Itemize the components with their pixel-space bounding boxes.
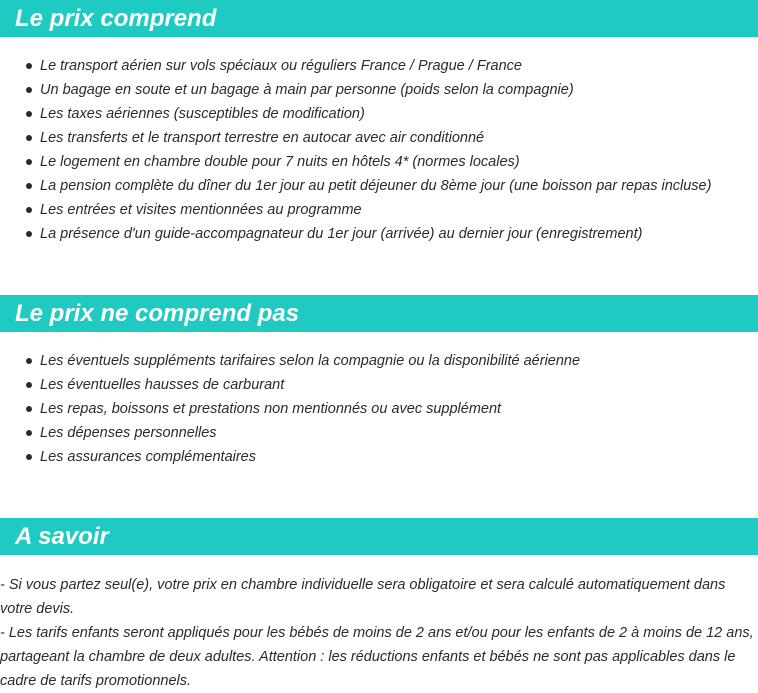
- bullet-icon: [26, 87, 32, 93]
- list-item: [26, 373, 758, 397]
- bullet-icon: [26, 159, 32, 165]
- list-item: [26, 54, 758, 78]
- bullet-icon: [26, 135, 32, 141]
- info-text: [0, 573, 758, 693]
- list-item-text: Le transport aérien sur vols spéciaux ou réguliers France / Prague / France: [40, 58, 522, 74]
- list-item: [26, 102, 758, 126]
- info-paragraph: - Les tarifs enfants seront appliqués pour les bébés de moins de 2 ans et/ou pour les enfants de 2 à moins de 12 ans, partageant la chambre de deux adultes. Attention : les réductions enfants et bébés ne sont pas applicables dans le cadre de tarifs promotionnels.: [0, 625, 754, 689]
- info-header: A savoir: [0, 518, 758, 555]
- list-item-text: Les dépenses personnelles: [40, 425, 217, 441]
- list-item-text: Les taxes aériennes (susceptibles de modification): [40, 106, 365, 122]
- list-item-text: Les transferts et le transport terrestre en autocar avec air conditionné: [40, 130, 485, 146]
- list-item-text: Les éventuels suppléments tarifaires selon la compagnie ou la disponibilité aérienne: [40, 353, 581, 369]
- info-section: [0, 518, 758, 693]
- list-item: [26, 174, 758, 198]
- not-included-list: [0, 349, 758, 469]
- included-list: [0, 54, 758, 246]
- bullet-icon: [26, 183, 32, 189]
- included-section: [0, 0, 758, 246]
- list-item-text: Les éventuelles hausses de carburant: [40, 377, 285, 393]
- list-item: [26, 150, 758, 174]
- list-item: [26, 421, 758, 445]
- bullet-icon: [26, 454, 32, 460]
- bullet-icon: [26, 406, 32, 412]
- bullet-icon: [26, 430, 32, 436]
- included-header: Le prix comprend: [0, 0, 758, 37]
- not-included-header: Le prix ne comprend pas: [0, 295, 758, 332]
- list-item: [26, 349, 758, 373]
- not-included-section: [0, 295, 758, 469]
- list-item-text: Les entrées et visites mentionnées au programme: [40, 202, 362, 218]
- bullet-icon: [26, 231, 32, 237]
- bullet-icon: [26, 63, 32, 69]
- list-item: [26, 445, 758, 469]
- bullet-icon: [26, 358, 32, 364]
- list-item-text: Un bagage en soute et un bagage à main par personne (poids selon la compagnie): [40, 82, 574, 98]
- bullet-icon: [26, 207, 32, 213]
- bullet-icon: [26, 382, 32, 388]
- list-item-text: La pension complète du dîner du 1er jour au petit déjeuner du 8ème jour (une boisson par repas incluse): [40, 178, 712, 194]
- bullet-icon: [26, 111, 32, 117]
- list-item: [26, 222, 758, 246]
- info-paragraph: - Si vous partez seul(e), votre prix en chambre individuelle sera obligatoire et sera calculé automatiquement dans votre devis.: [0, 577, 726, 617]
- list-item: [26, 78, 758, 102]
- list-item: [26, 198, 758, 222]
- list-item: [26, 126, 758, 150]
- list-item: [26, 397, 758, 421]
- list-item-text: Les repas, boissons et prestations non mentionnés ou avec supplément: [40, 401, 502, 417]
- list-item-text: Les assurances complémentaires: [40, 449, 256, 465]
- list-item-text: Le logement en chambre double pour 7 nuits en hôtels 4* (normes locales): [40, 154, 520, 170]
- list-item-text: La présence d'un guide-accompagnateur du 1er jour (arrivée) au dernier jour (enregistrement): [40, 226, 643, 242]
